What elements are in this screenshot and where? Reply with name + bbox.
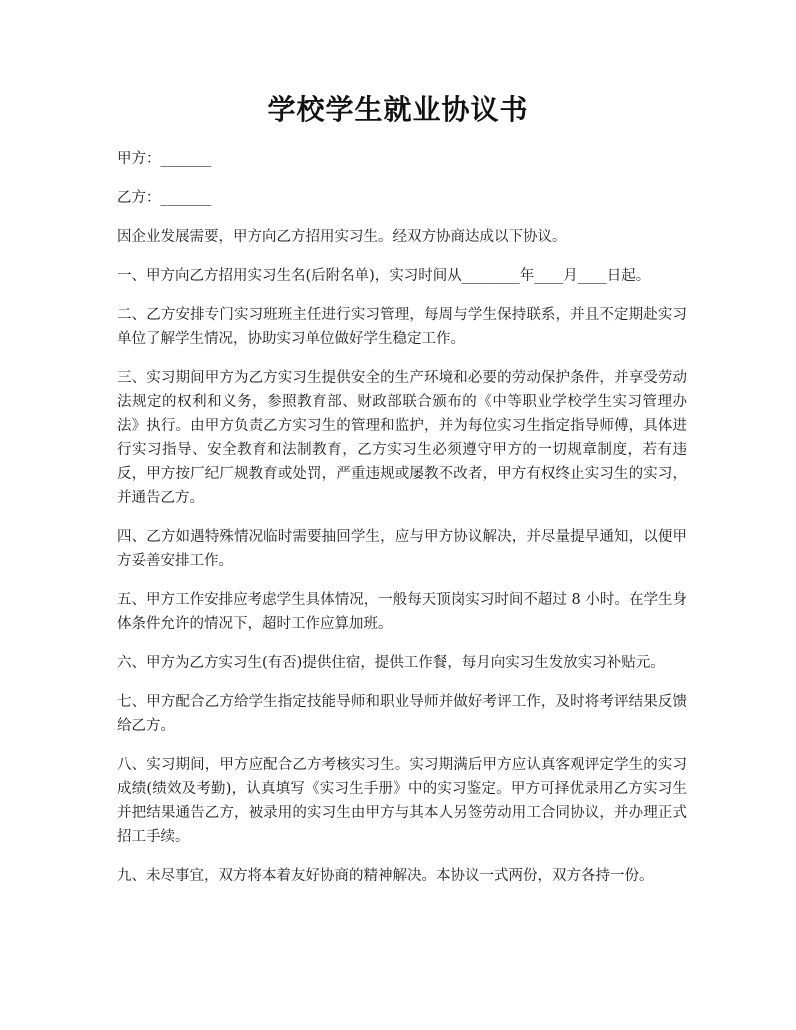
- document-title: 学校学生就业协议书: [267, 93, 529, 126]
- preamble-paragraph: 因企业发展需要，甲方向乙方招用实习生。经双方协商达成以下协议。: [117, 229, 567, 245]
- clause-2-paragraph: 二、乙方安排专门实习班班主任进行实习管理，每周与学生保持联系，并且不定期赴实习单位了解学生情况，协助实习单位做好学生稳定工作。: [117, 307, 687, 347]
- clause-6-paragraph: 六、甲方为乙方实习生(有否)提供住宿，提供工作餐，每月向实习生发放实习补贴元。: [117, 655, 665, 671]
- clause-8-paragraph: 八、实习期间，甲方应配合乙方考核实习生。实习期满后甲方应认真客观评定学生的实习成绩(绩效及考勤)，认真填写《实习生手册》中的实习鉴定。甲方可择优录用乙方实习生并把结果通告乙方，被录用的实习生由甲方与其本人另签劳动用工合同协议，并办理正式招工手续。: [117, 757, 687, 845]
- clause-4-paragraph: 四、乙方如遇特殊情况临时需要抽回学生，应与甲方协议解决，并尽量提早通知，以便甲方妥善安排工作。: [117, 529, 687, 569]
- clause-3-paragraph: 三、实习期间甲方为乙方实习生提供安全的生产环境和必要的劳动保护条件，并享受劳动法规定的权利和义务，参照教育部、财政部联合颁布的《中等职业学校学生实习管理办法》执行。由甲方负责乙方实习生的管理和监护，并为每位实习生指定指导师傅，具体进行实习指导、安全教育和法制教育，乙方实习生必须遵守甲方的一切规章制度，若有违反，甲方按厂纪厂规教育或处罚，严重违规或屡教不改者，甲方有权终止实习生的实习，并通告乙方。: [117, 370, 687, 506]
- document-body: [117, 147, 687, 903]
- clause-9-paragraph: 九、未尽事宜，双方将本着友好协商的精神解决。本协议一式两份，双方各持一份。: [117, 868, 654, 884]
- party-b-line: 乙方：_______: [117, 190, 212, 206]
- clause-1-paragraph: 一、甲方向乙方招用实习生名(后附名单)，实习时间从________年____月____日起。: [117, 268, 651, 284]
- clause-7-paragraph: 七、甲方配合乙方给学生指定技能导师和职业导师并做好考评工作，及时将考评结果反馈给乙方。: [117, 694, 687, 734]
- party-a-line: 甲方：_______: [117, 151, 212, 167]
- clause-5-paragraph: 五、甲方工作安排应考虑学生具体情况，一般每天顶岗实习时间不超过 8 小时。在学生身体条件允许的情况下，超时工作应算加班。: [117, 592, 687, 632]
